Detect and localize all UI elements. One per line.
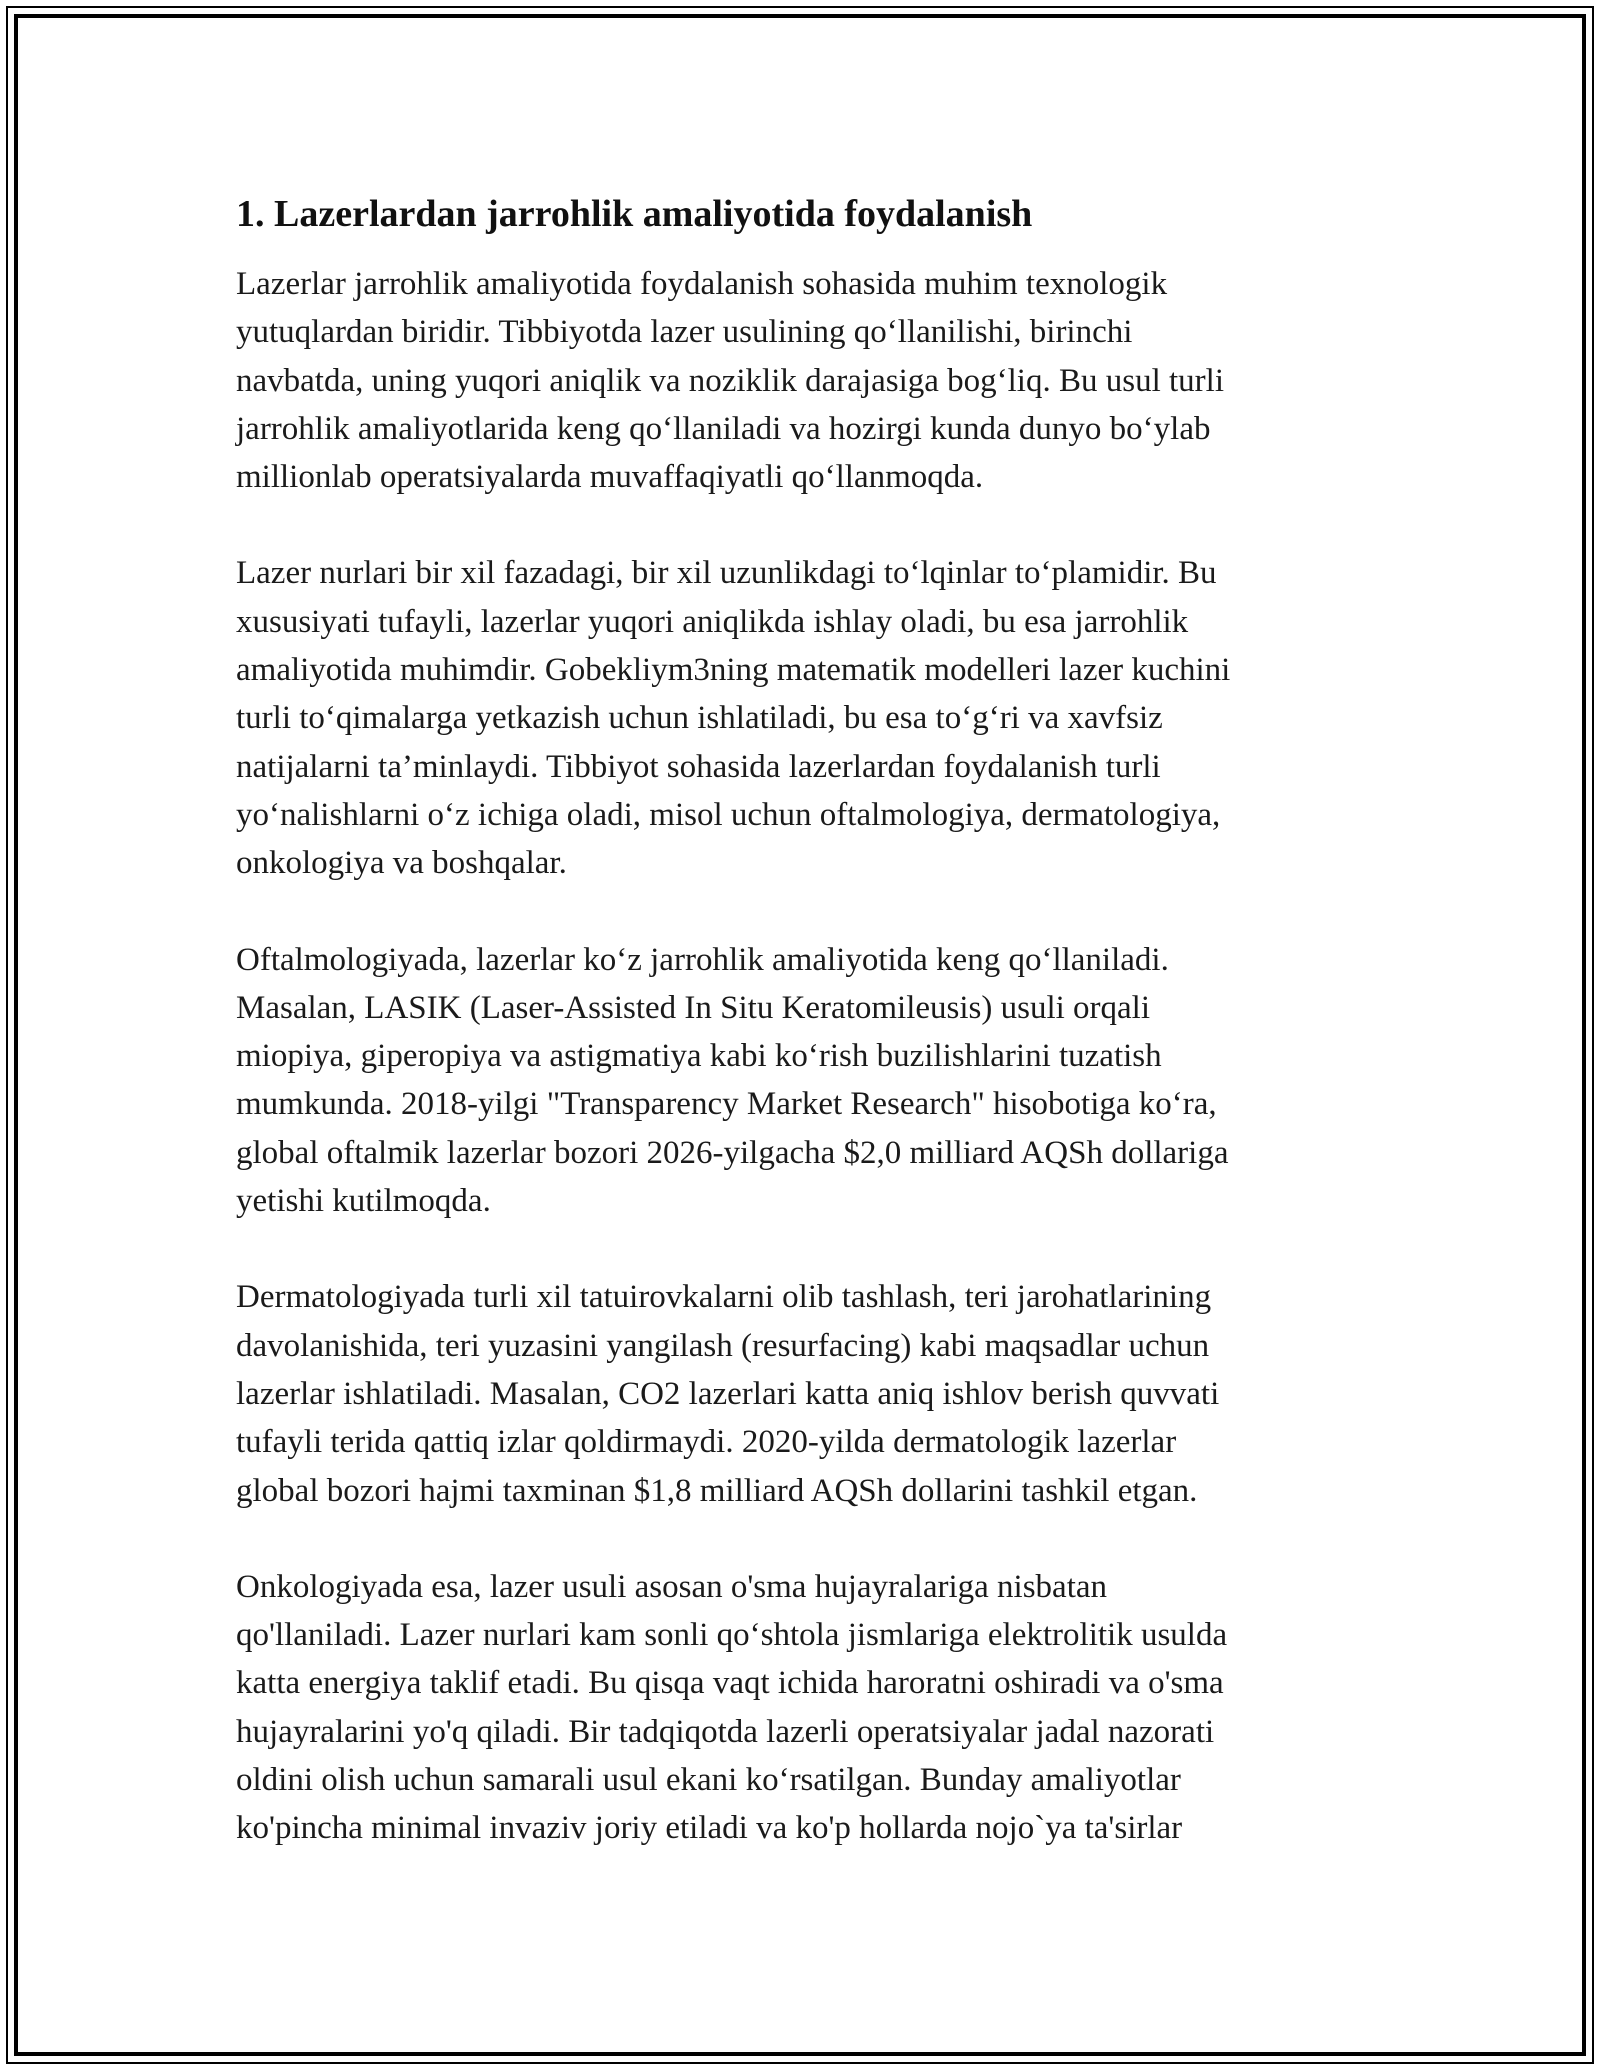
paragraph-intro: Lazerlar jarrohlik amaliyotida foydalanish sohasida muhim texnologik yutuqlardan biridir. Tibbiyotda lazer usulining qo‘llanilishi, birinchi navbatda, uning yuqori aniqlik va noziklik darajasiga bog‘liq. Bu usul turli jarrohlik amaliyotlarida keng qo‘llaniladi va hozirgi kunda dunyo bo‘ylab millionlab operatsiyalarda muvaffaqiyatli qo‘llanmoqda. [236, 266, 1224, 496]
document-body [236, 188, 1366, 1901]
paragraph-laser-physics: Lazer nurlari bir xil fazadagi, bir xil uzunlikdagi to‘lqinlar to‘plamidir. Bu xususiyati tufayli, lazerlar yuqori aniqlikda ishlay oladi, bu esa jarrohlik amaliyotida muhimdir. Gobekliym3ning matematik modelleri lazer kuchini turli to‘qimalarga yetkazish uchun ishlatiladi, bu esa to‘g‘ri va xavfsiz natijalarni ta’minlaydi. Tibbiyot sohasida lazerlardan foydalanish turli yo‘nalishlarni o‘z ichiga oladi, misol uchun oftalmologiya, dermatologiya, onkologiya va boshqalar. [236, 555, 1231, 882]
paragraph-oncology: Onkologiyada esa, lazer usuli asosan o'sma hujayralariga nisbatan qo'llaniladi. Lazer nurlari kam sonli qo‘shtola jismlariga elektrolitik usulda katta energiya taklif etadi. Bu qisqa vaqt ichida haroratni oshiradi va o'sma hujayralarini yo'q qiladi. Bir tadqiqotda lazerli operatsiyalar jadal nazorati oldini olish uchun samarali usul ekani ko‘rsatilgan. Bunday amaliyotlar ko'pincha minimal invaziv joriy etiladi va ko'p hollarda nojo`ya ta'sirlar [236, 1568, 1228, 1847]
paragraph-ophthalmology: Oftalmologiyada, lazerlar ko‘z jarrohlik amaliyotida keng qo‘llaniladi. Masalan, LASIK (Laser-Assisted In Situ Keratomileusis) usuli orqali miopiya, giperopiya va astigmatiya kabi ko‘rish buzilishlarini tuzatish mumkunda. 2018-yilgi "Transparency Market Research" hisobotiga ko‘ra, global oftalmik lazerlar bozori 2026-yilgacha $2,0 milliard AQSh dollariga yetishi kutilmoqda. [236, 941, 1229, 1220]
section-heading: 1. Lazerlardan jarrohlik amaliyotida foydalanish [236, 193, 1033, 235]
paragraph-dermatology: Dermatologiyada turli xil tatuirovkalarni olib tashlash, teri jarohatlarining davolanishida, teri yuzasini yangilash (resurfacing) kabi maqsadlar uchun lazerlar ishlatiladi. Masalan, CO2 lazerlari katta aniq ishlov berish quvvati tufayli terida qattiq izlar qoldirmaydi. 2020-yilda dermatologik lazerlar global bozori hajmi taxminan $1,8 milliard AQSh dollarini tashkil etgan. [236, 1279, 1220, 1509]
